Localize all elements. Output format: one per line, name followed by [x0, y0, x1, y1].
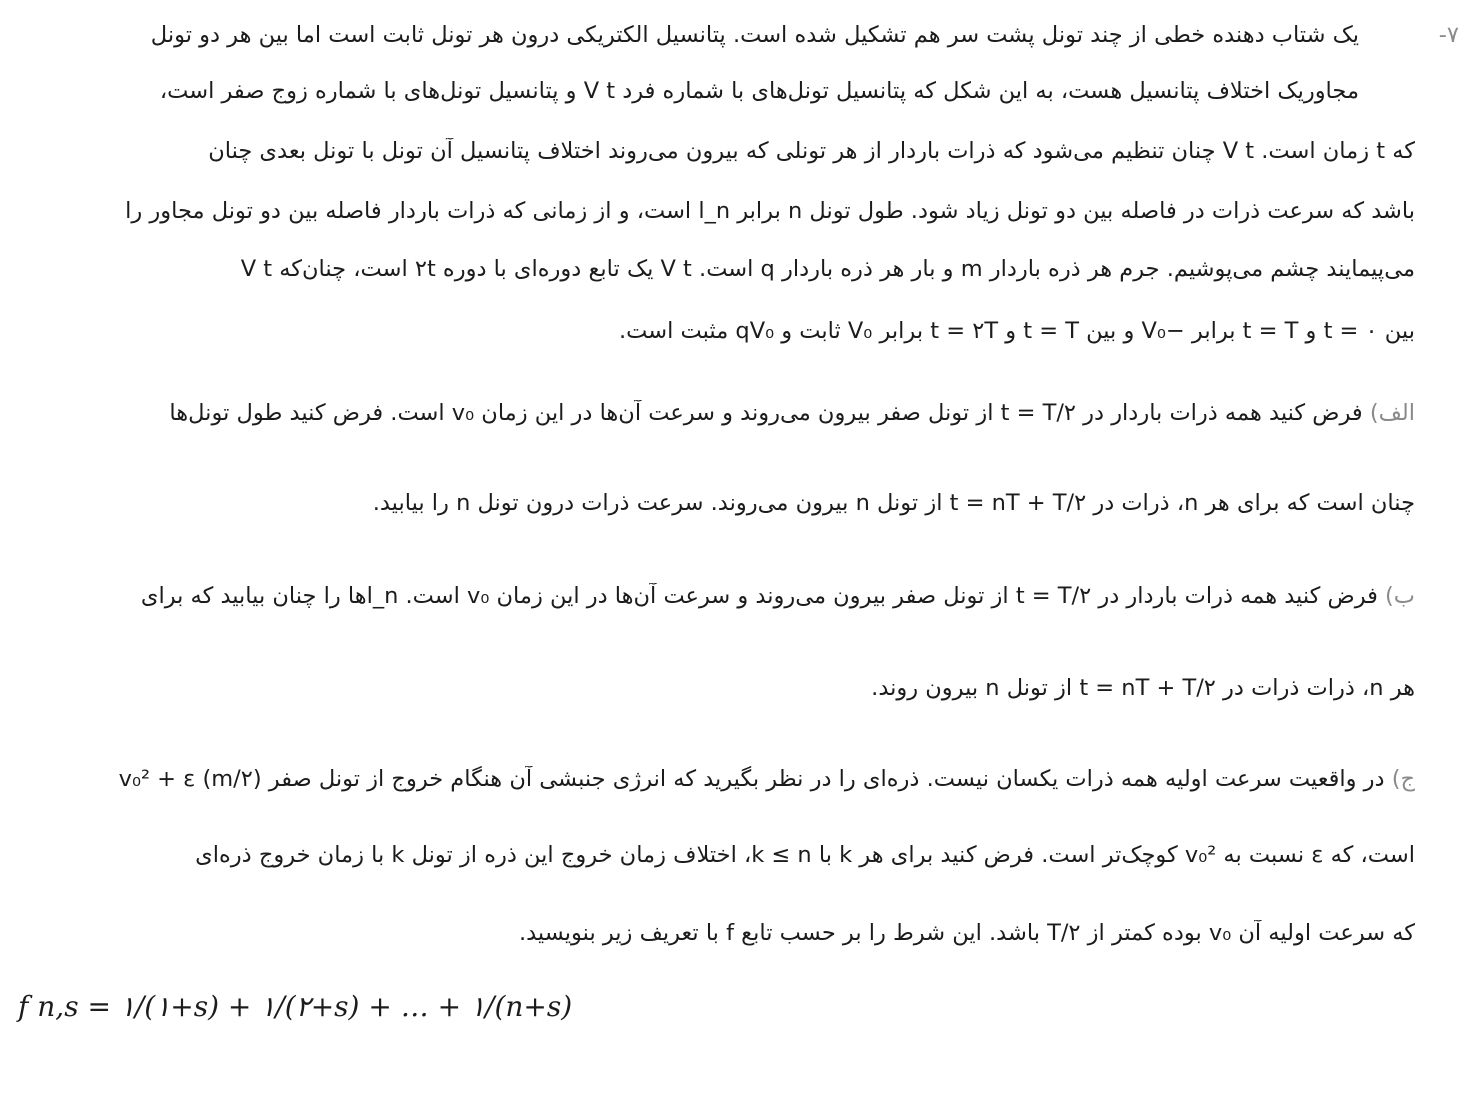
intro-line-5: می‌پیمایند چشم می‌پوشیم. جرم هر ذره باردار m و بار هر ذره باردار q است. V t یک تابع دوره‌ای با دوره ۲t است، چنان‌که V t: [240, 256, 1415, 282]
part-c-line-2: است، که ε نسبت به v₀² کوچک‌تر است. فرض کنید برای هر k با k ≤ n، اختلاف زمان خروج این ذره از تونل k با زمان خروج ذره‌ای: [195, 842, 1415, 868]
part-c-label: ج): [1391, 766, 1415, 792]
f-definition-formula: f n,s = ۱/(۱+s) + ۱/(۲+s) + … + ۱/(n+s): [18, 990, 573, 1023]
intro-line-4: باشد که سرعت ذرات در فاصله بین دو تونل زیاد شود. طول تونل n برابر l_n است، و از زمانی که ذرات باردار فاصله بین دو تونل مجاور را: [125, 198, 1415, 224]
intro-line-2: مجاوریک اختلاف پتانسیل هست، به این شکل که پتانسیل تونل‌های با شماره فرد V t و پتانسیل تونل‌های با شماره زوج صفر است،: [159, 78, 1359, 104]
question-number: ۷-: [1438, 22, 1459, 48]
part-a-line-1: الف) فرض کنید همه ذرات باردار در t = T/۲ از تونل صفر بیرون می‌روند و سرعت آن‌ها در این زمان v₀ است. فرض کنید طول تونل‌ها: [169, 400, 1415, 426]
intro-line-3: که t زمان است. V t چنان تنظیم می‌شود که ذرات باردار از هر تونلی که بیرون می‌روند اختلاف پتانسیل آن تونل با تونل بعدی چنان: [208, 138, 1415, 164]
intro-line-6: بین t = ۰ و t = T برابر −V₀ و بین t = T و t = ۲T برابر V₀ ثابت و qV₀ مثبت است.: [619, 318, 1415, 344]
part-b-label: ب): [1385, 583, 1415, 609]
part-a-label: الف): [1369, 400, 1415, 426]
part-a-line-2: چنان است که برای هر n، ذرات در t = nT + T/۲ از تونل n بیرون می‌روند. سرعت ذرات درون تونل n را بیابید.: [372, 490, 1415, 516]
part-c-line-3: که سرعت اولیه آن v₀ بوده کمتر از T/۲ باشد. این شرط را بر حسب تابع f با تعریف زیر بنویسید.: [518, 920, 1415, 946]
part-c-line-1: ج) در واقعیت سرعت اولیه همه ذرات یکسان نیست. ذره‌ای را در نظر بگیرید که انرژی جنبشی آن هنگام خروج از تونل صفر (m/۲) v₀² + ε: [118, 766, 1415, 792]
part-b-line-1: ب) فرض کنید همه ذرات باردار در t = T/۲ از تونل صفر بیرون می‌روند و سرعت آن‌ها در این زمان v₀ است. l_nها را چنان بیابید که برای: [140, 583, 1415, 609]
intro-line-1: یک شتاب دهنده خطی از چند تونل پشت سر هم تشکیل شده است. پتانسیل الکتریکی درون هر تونل ثابت است اما بین هر دو تونل: [150, 22, 1359, 48]
part-b-line-2: هر n، ذرات ذرات در t = nT + T/۲ از تونل n بیرون روند.: [871, 675, 1415, 701]
